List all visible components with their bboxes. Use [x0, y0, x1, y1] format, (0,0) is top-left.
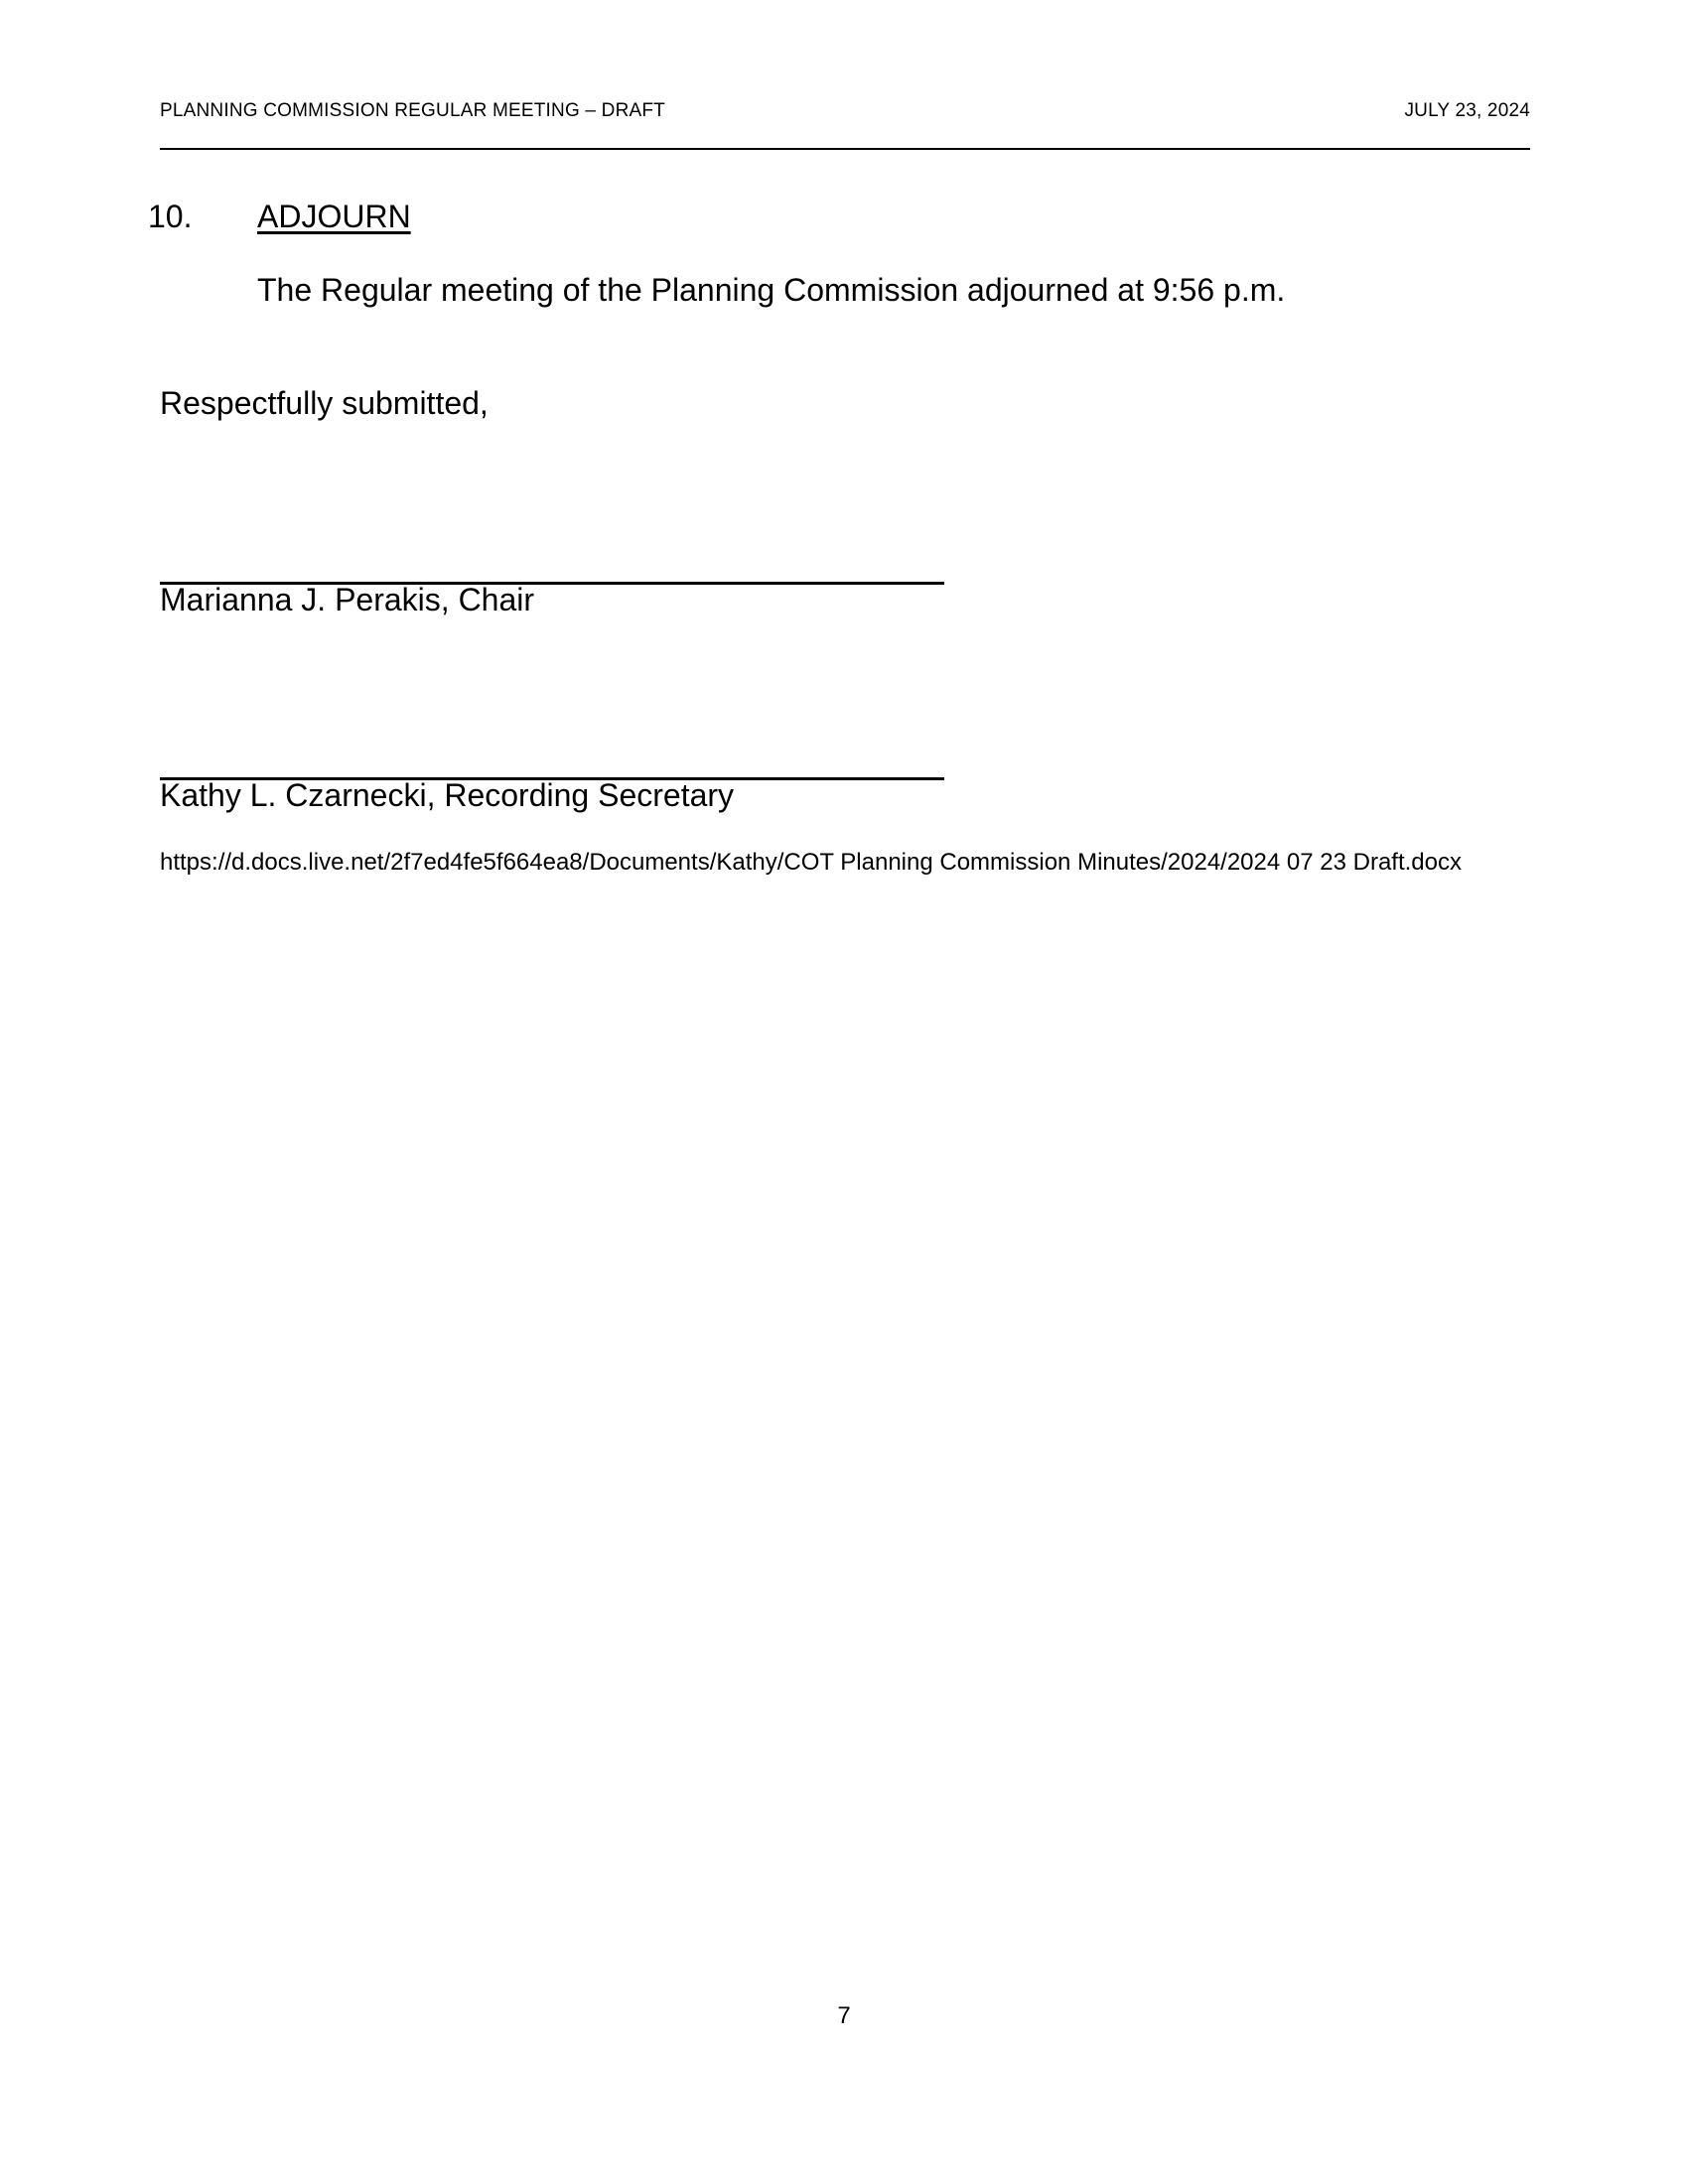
header-divider	[160, 148, 1530, 150]
signature-name-chair: Marianna J. Perakis, Chair	[160, 582, 535, 617]
signature-name-secretary: Kathy L. Czarnecki, Recording Secretary	[160, 777, 735, 813]
header-title: PLANNING COMMISSION REGULAR MEETING – DRAFT	[160, 100, 665, 121]
header-date: JULY 23, 2024	[1404, 100, 1530, 121]
section-body: The Regular meeting of the Planning Commission adjourned at 9:56 p.m.	[257, 272, 1286, 308]
page-number: 7	[837, 2002, 851, 2029]
section-title: ADJOURN	[257, 199, 411, 234]
section-number: 10.	[148, 199, 193, 234]
file-path-footer: https://d.docs.live.net/2f7ed4fe5f664ea8/Documents/Kathy/COT Planning Commission Minutes/2024/2024 07 23 Draft.docx	[160, 849, 1462, 876]
closing-text: Respectfully submitted,	[160, 385, 489, 421]
